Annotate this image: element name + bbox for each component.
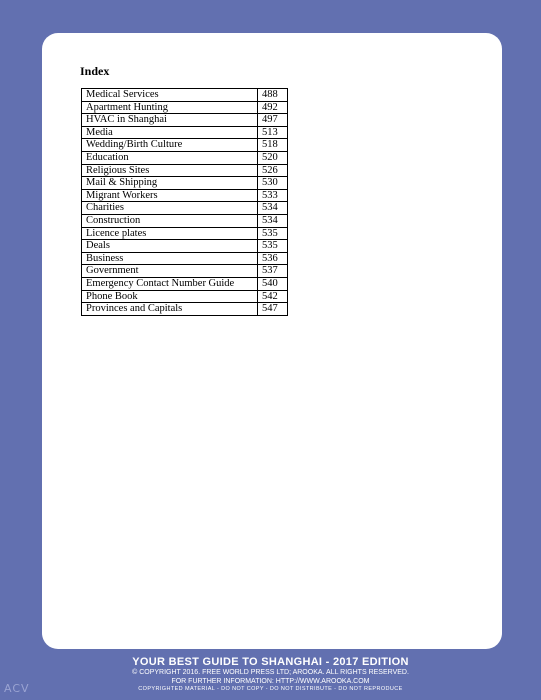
index-page-number: 547 — [258, 303, 288, 316]
index-page-number: 488 — [258, 89, 288, 102]
index-topic: Media — [82, 126, 258, 139]
footer-info: FOR FURTHER INFORMATION: HTTP://WWW.AROOKA.COM — [171, 677, 370, 685]
table-row — [82, 303, 288, 316]
index-page-number: 492 — [258, 101, 288, 114]
footer-title: YOUR BEST GUIDE TO SHANGHAI - 2017 EDITION — [132, 656, 409, 668]
index-page-number: 533 — [258, 189, 288, 202]
footer-notice: COPYRIGHTED MATERIAL - DO NOT COPY - DO NOT DISTRIBUTE - DO NOT REPRODUCE — [138, 686, 403, 692]
index-topic: Wedding/Birth Culture — [82, 139, 258, 152]
table-row — [82, 227, 288, 240]
index-page-number: 530 — [258, 177, 288, 190]
table-row — [82, 214, 288, 227]
index-page-number: 535 — [258, 240, 288, 253]
index-topic: Licence plates — [82, 227, 258, 240]
table-row — [82, 277, 288, 290]
table-row — [82, 290, 288, 303]
table-row — [82, 265, 288, 278]
index-page-number: 513 — [258, 126, 288, 139]
index-topic: HVAC in Shanghai — [82, 114, 258, 127]
index-table-body — [82, 89, 288, 316]
table-row — [82, 164, 288, 177]
index-topic: Apartment Hunting — [82, 101, 258, 114]
index-page-number: 542 — [258, 290, 288, 303]
table-row — [82, 139, 288, 152]
index-page-number: 520 — [258, 151, 288, 164]
table-row — [82, 252, 288, 265]
table-row — [82, 240, 288, 253]
document-page — [42, 33, 502, 649]
index-topic: Education — [82, 151, 258, 164]
table-row — [82, 101, 288, 114]
index-topic: Deals — [82, 240, 258, 253]
table-row — [82, 89, 288, 102]
index-page-number: 536 — [258, 252, 288, 265]
watermark-logo: ACV — [4, 682, 30, 695]
index-page-number: 537 — [258, 265, 288, 278]
index-page-number: 497 — [258, 114, 288, 127]
index-topic: Medical Services — [82, 89, 258, 102]
footer — [0, 656, 541, 693]
index-topic: Religious Sites — [82, 164, 258, 177]
index-page-number: 534 — [258, 202, 288, 215]
index-table — [81, 88, 288, 316]
index-topic: Emergency Contact Number Guide — [82, 277, 258, 290]
index-topic: Migrant Workers — [82, 189, 258, 202]
index-page-number: 535 — [258, 227, 288, 240]
table-row — [82, 202, 288, 215]
table-row — [82, 151, 288, 164]
table-row — [82, 177, 288, 190]
table-row — [82, 114, 288, 127]
index-topic: Construction — [82, 214, 258, 227]
index-topic: Phone Book — [82, 290, 258, 303]
index-page-number: 526 — [258, 164, 288, 177]
index-page-number: 534 — [258, 214, 288, 227]
index-topic: Government — [82, 265, 258, 278]
index-topic: Provinces and Capitals — [82, 303, 258, 316]
index-topic: Charities — [82, 202, 258, 215]
index-topic: Business — [82, 252, 258, 265]
table-row — [82, 126, 288, 139]
footer-copyright: © COPYRIGHT 2016. FREE WORLD PRESS LTD; AROOKA. ALL RIGHTS RESERVED. — [132, 669, 409, 676]
index-topic: Mail & Shipping — [82, 177, 258, 190]
index-heading: Index — [80, 64, 110, 78]
table-row — [82, 189, 288, 202]
index-page-number: 518 — [258, 139, 288, 152]
index-page-number: 540 — [258, 277, 288, 290]
